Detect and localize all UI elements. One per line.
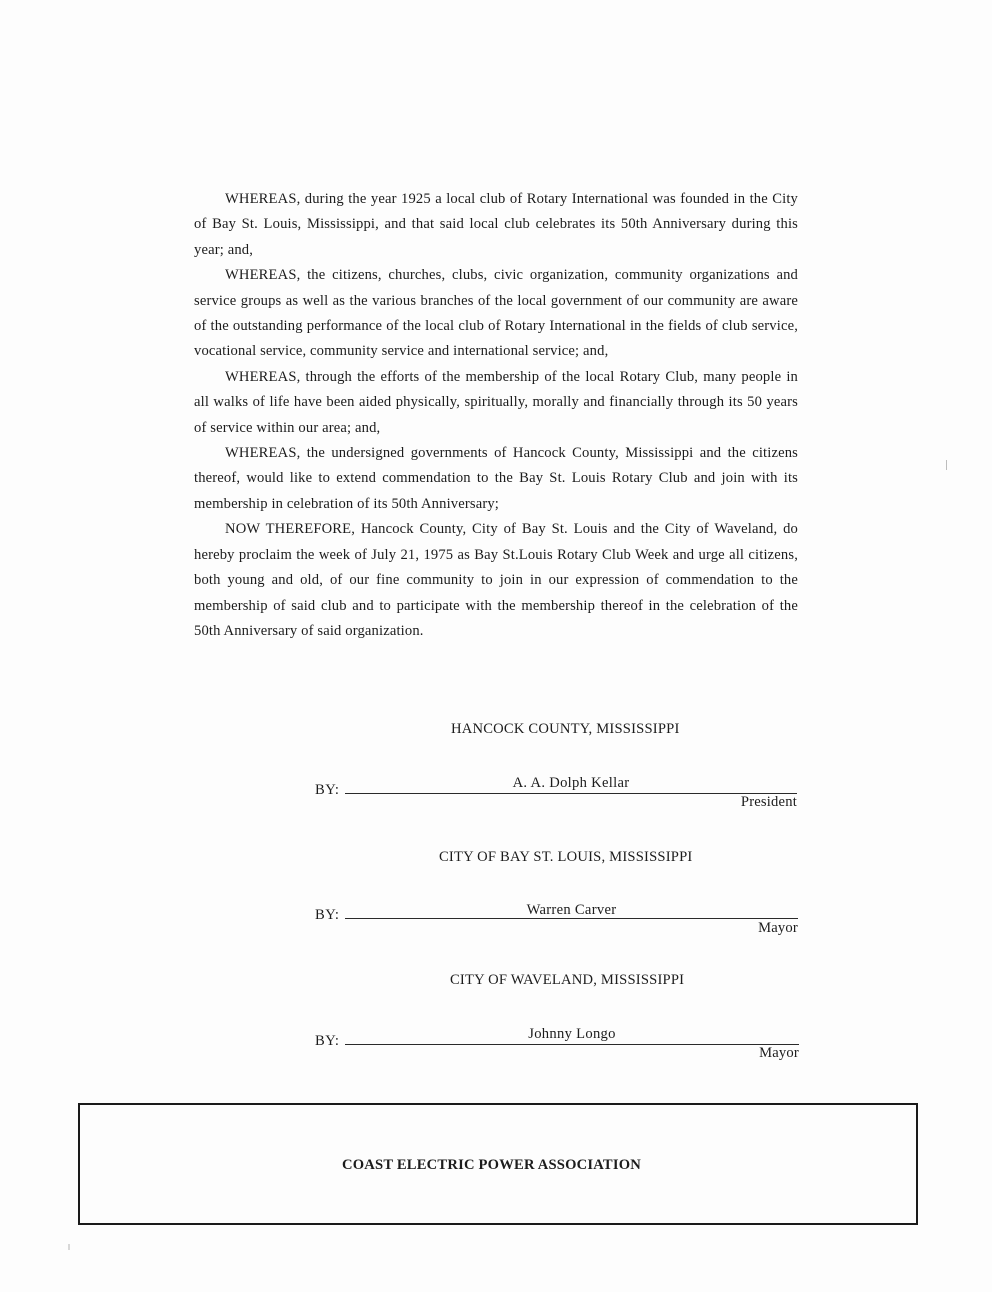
whereas-paragraph-3: WHEREAS, through the efforts of the membership of the local Rotary Club, many people in all walks of life have been aided physically, spiritually, morally and financially through its 50 years of service within our area; and,: [194, 368, 798, 436]
whereas-paragraph-1: WHEREAS, during the year 1925 a local club of Rotary International was founded in the City of Bay St. Louis, Mississippi, and that said local club celebrates its 50th Anniversary during this year; and,: [194, 191, 798, 258]
signature-heading-bay-st-louis: CITY OF BAY ST. LOUIS, MISSISSIPPI: [439, 849, 693, 865]
signatory-name: Warren Carver: [526, 902, 617, 918]
sponsor-organization: COAST ELECTRIC POWER ASSOCIATION: [342, 1157, 642, 1173]
signatory-name: Johnny Longo: [528, 1026, 616, 1042]
by-label: BY:: [315, 1033, 340, 1049]
scan-speck: [68, 1244, 70, 1250]
whereas-paragraph-4: WHEREAS, the undersigned governments of Hancock County, Mississippi and the citizens thereof, would like to extend commendation to the Bay St. Louis Rotary Club and join with its membership in celebration of its 50th Anniversary;: [194, 445, 798, 512]
now-therefore-paragraph: NOW THEREFORE, Hancock County, City of Bay St. Louis and the City of Waveland, do hereby proclaim the week of July 21, 1975 as Bay St.Louis Rotary Club Week and urge all citizens, both young and old, of our fine community to join in our expression of commendation to the membership of said club and to participate with the membership thereof in the celebration of the 50th Anniversary of said organization.: [194, 521, 798, 639]
signatory-title: Mayor: [758, 920, 798, 936]
signature-heading-waveland: CITY OF WAVELAND, MISSISSIPPI: [450, 972, 685, 988]
signatory-name: A. A. Dolph Kellar: [512, 775, 630, 791]
proclamation-body: [194, 187, 798, 644]
signature-heading-hancock-county: HANCOCK COUNTY, MISSISSIPPI: [451, 721, 680, 737]
by-label: BY:: [315, 782, 340, 798]
sponsor-box: [78, 1103, 918, 1225]
whereas-paragraph-2: WHEREAS, the citizens, churches, clubs, civic organization, community organizations and service groups as well as the various branches of the local government of our community are aware of the outstanding performance of the local club of Rotary International in the fields of club service, vocational service, community service and international service; and,: [194, 267, 798, 360]
by-label: BY:: [315, 907, 340, 923]
signatory-title: Mayor: [759, 1045, 799, 1061]
signatory-title: President: [740, 794, 797, 810]
scan-speck: [946, 460, 947, 470]
